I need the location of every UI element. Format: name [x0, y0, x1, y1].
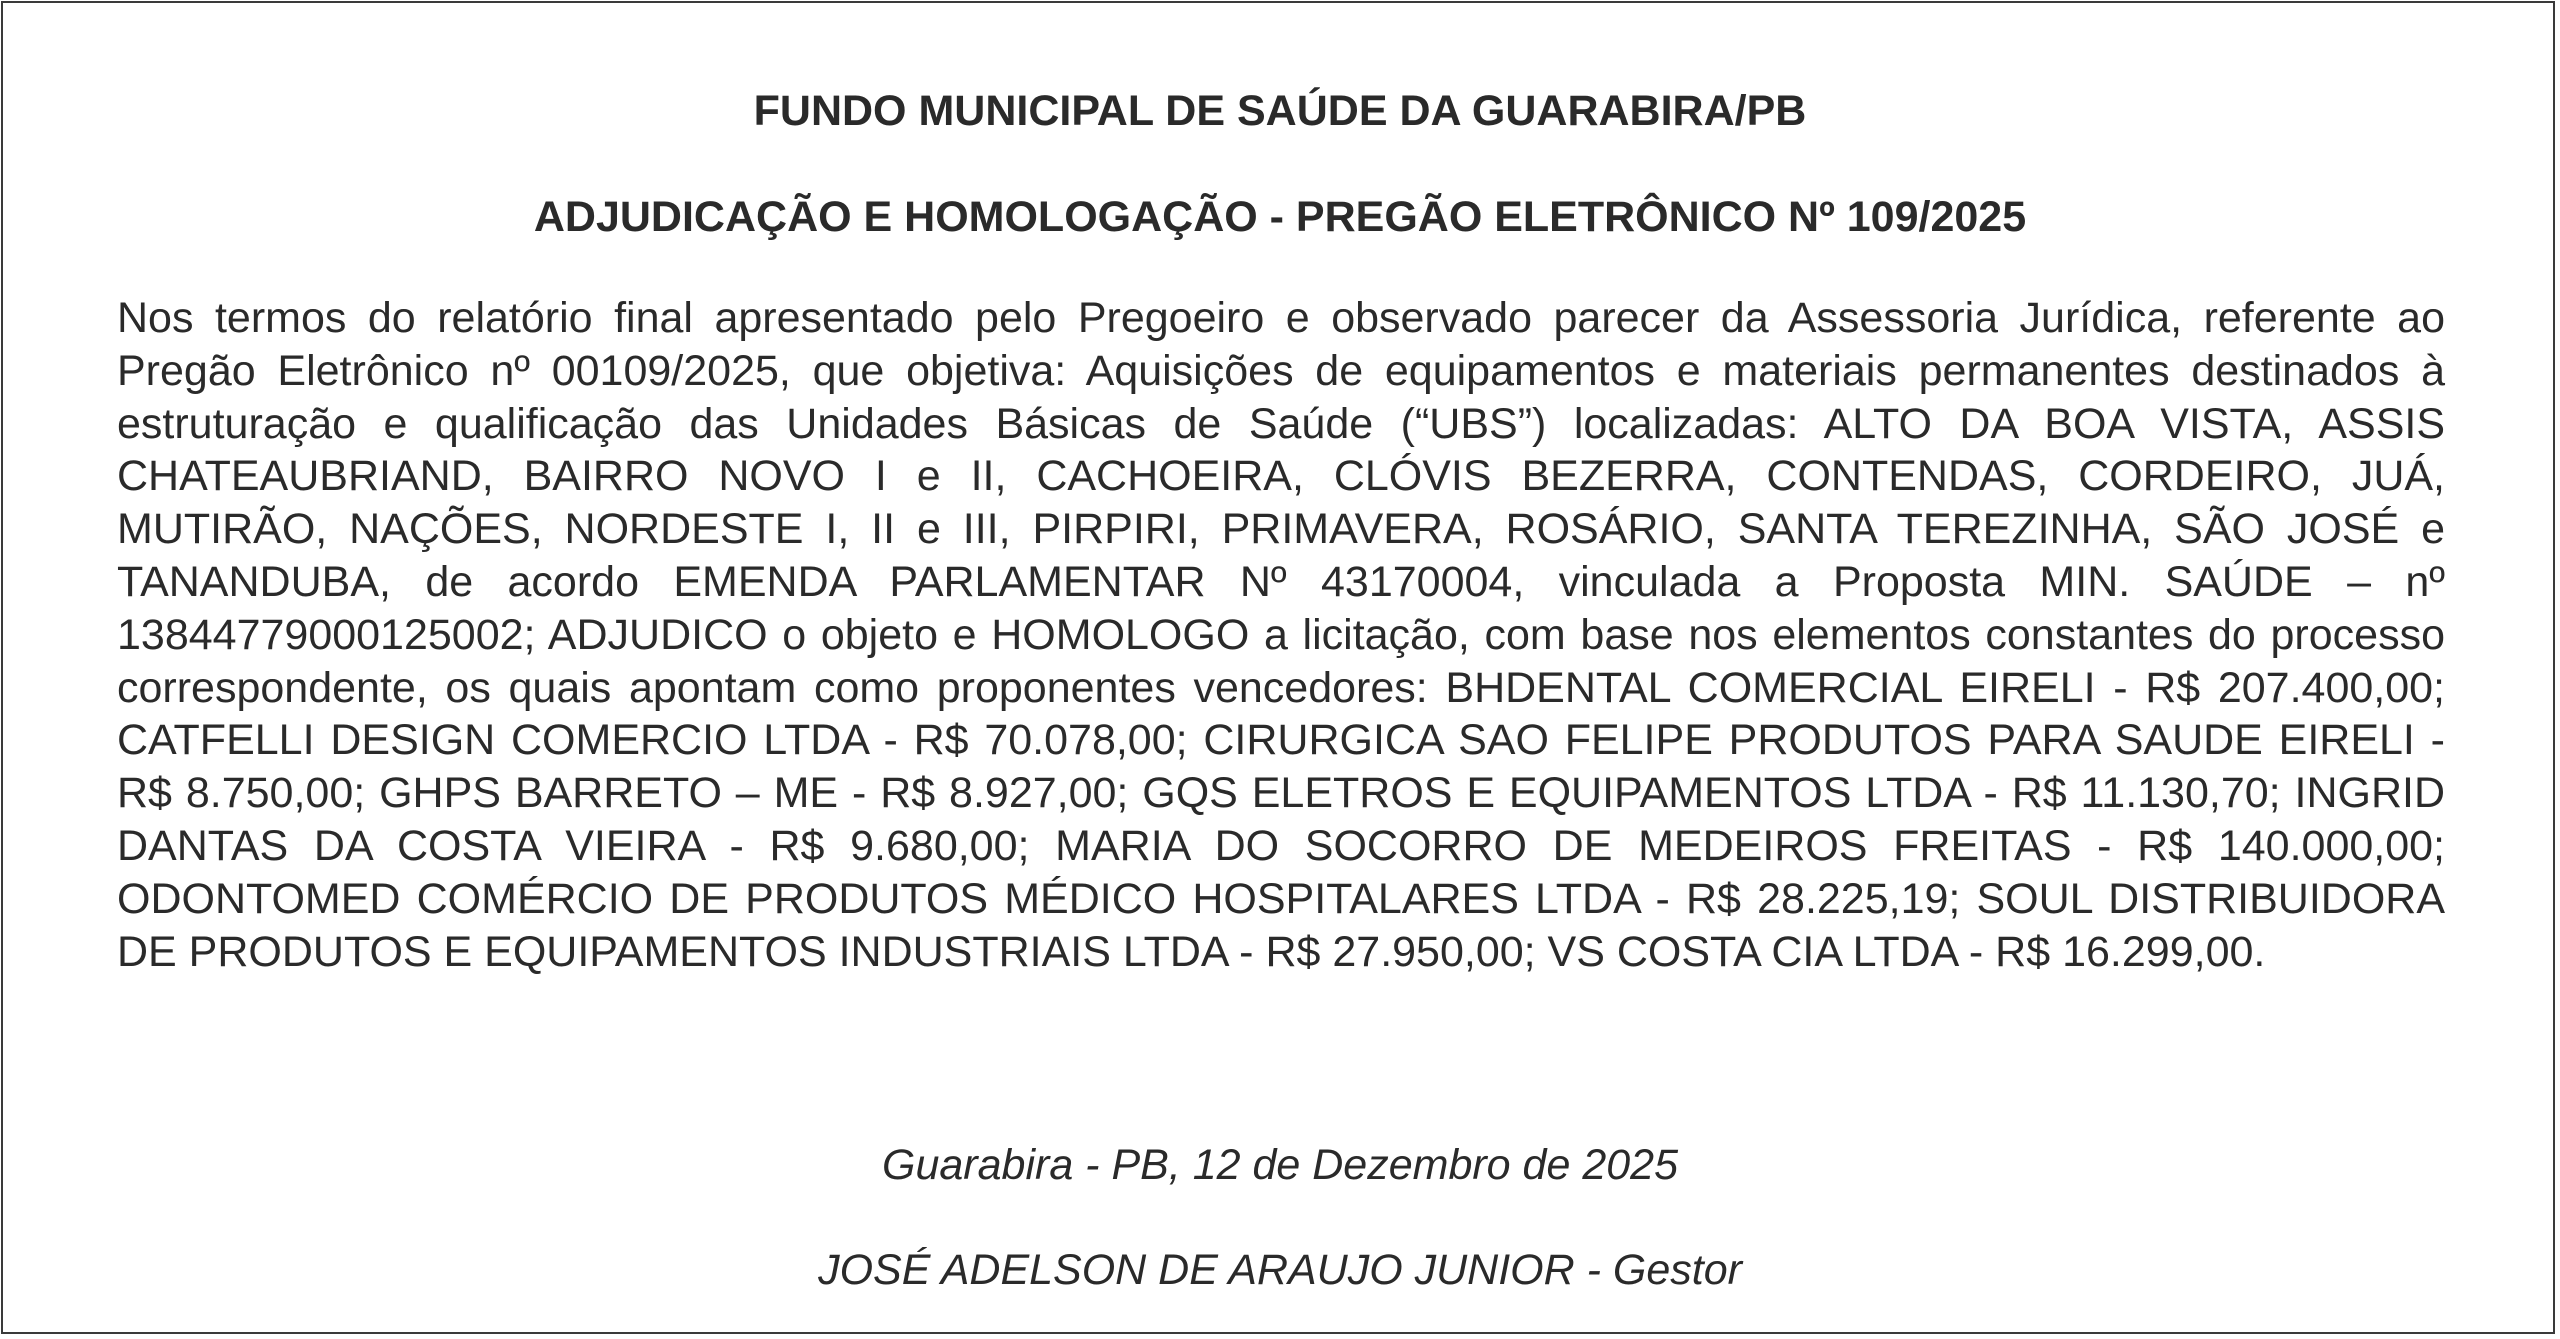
signatory: JOSÉ ADELSON DE ARAUJO JUNIOR - Gestor — [818, 1246, 1742, 1294]
notice-subtitle: ADJUDICAÇÃO E HOMOLOGAÇÃO - PREGÃO ELETRÔNICO Nº 109/2025 — [533, 193, 2027, 241]
notice-body: Nos termos do relatório final apresentado pelo Pregoeiro e observado parecer da Assessoria Jurídica, referente ao Pregão Eletrônico nº 00109/2025, que objetiva: Aquisições de equipamentos e materiais permanentes destinados à estruturação e qualificação das Unidades Básicas de Saúde (“UBS”) localizadas: ALTO DA BOA VISTA, ASSIS CHATEAUBRIAND, BAIRRO NOVO I e II, CACHOEIRA, CLÓVIS BEZERRA, CONTENDAS, CORDEIRO, JUÁ, MUTIRÃO, NAÇÕES, NORDESTE I, II e III, PIRPIRI, PRIMAVERA, ROSÁRIO, SANTA TEREZINHA, SÃO JOSÉ e TANANDUBA, de acordo EMENDA PARLAMENTAR Nº 43170004, vinculada a Proposta MIN. SAÚDE – nº 13844779000125002; ADJUDICO o objeto e HOMOLOGO a licitação, com base nos elementos constantes do processo correspondente, os quais apontam como proponentes vencedores: BHDENTAL COMERCIAL EIRELI - R$ 207.400,00; CATFELLI DESIGN COMERCIO LTDA - R$ 70.078,00; CIRURGICA SAO FELIPE PRODUTOS PARA SAUDE EIRELI - R$ 8.750,00; GHPS BARRETO – ME - R$ 8.927,00; GQS ELETROS E EQUIPAMENTOS LTDA - R$ 11.130,70; INGRID DANTAS DA COSTA VIEIRA - R$ 9.680,00; MARIA DO SOCORRO DE MEDEIROS FREITAS - R$ 140.000,00; ODONTOMED COMÉRCIO DE PRODUTOS MÉDICO HOSPITALARES LTDA - R$ 28.225,19; SOUL DISTRIBUIDORA DE PRODUTOS E EQUIPAMENTOS INDUSTRIAIS LTDA - R$ 27.950,00; VS COSTA CIA LTDA - R$ 16.299,00. — [117, 294, 2445, 976]
notice-title: FUNDO MUNICIPAL DE SAÚDE DA GUARABIRA/PB — [753, 87, 1807, 135]
place-date: Guarabira - PB, 12 de Dezembro de 2025 — [882, 1141, 1678, 1189]
